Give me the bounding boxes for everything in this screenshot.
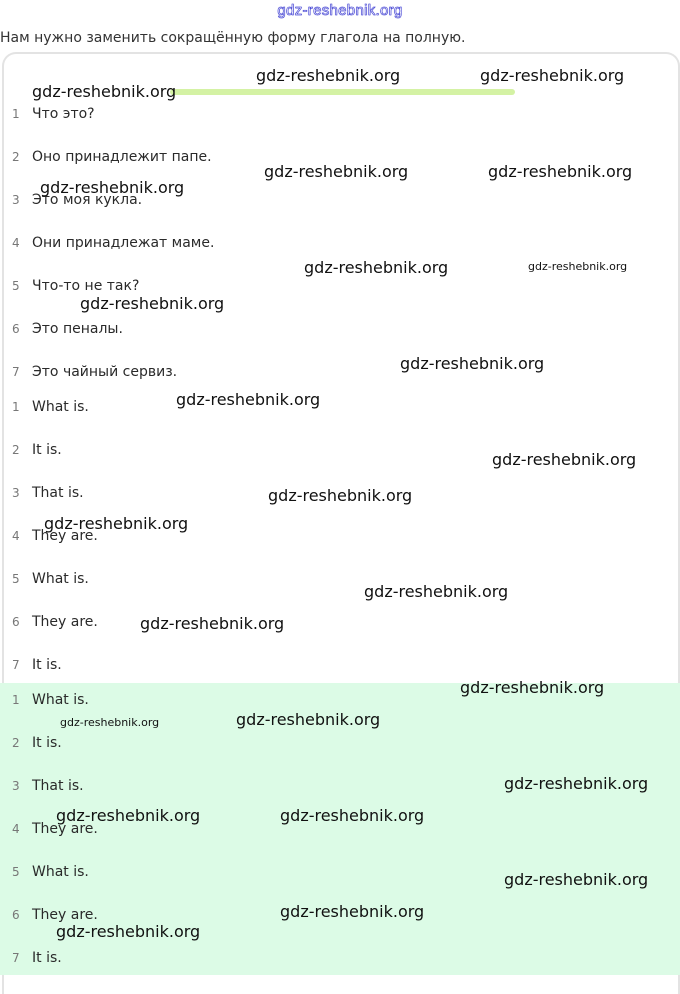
item-number: 2 (12, 150, 20, 164)
watermark: gdz-reshebnik.org (140, 614, 285, 633)
item-text: What is. (32, 571, 89, 587)
item-text: Что-то не так? (32, 278, 140, 294)
watermark: gdz-reshebnik.org (56, 922, 201, 941)
watermark: gdz-reshebnik.org (40, 178, 185, 197)
watermark: gdz-reshebnik.org (256, 66, 401, 85)
instruction-text: Нам нужно заменить сокращённую форму глагола на полную. (0, 30, 466, 46)
watermark: gdz-reshebnik.org (504, 774, 649, 793)
item-text: What is. (32, 399, 89, 415)
item-number: 6 (12, 322, 20, 336)
watermark: gdz-reshebnik.org (280, 902, 425, 921)
watermark: gdz-reshebnik.org (304, 258, 449, 277)
item-text: They are. (32, 907, 98, 923)
highlight-bar (170, 89, 515, 95)
item-text: They are. (32, 821, 98, 837)
watermark: gdz-reshebnik.org (44, 514, 189, 533)
watermark: gdz-reshebnik.org (264, 162, 409, 181)
item-text: Это пеналы. (32, 321, 123, 337)
item-text: It is. (32, 442, 62, 458)
item-number: 5 (12, 279, 20, 293)
item-text: Это чайный сервиз. (32, 364, 178, 380)
site-link[interactable]: gdz-reshebnik.org (277, 2, 403, 19)
item-number: 5 (12, 865, 20, 879)
watermark: gdz-reshebnik.org (56, 806, 201, 825)
item-number: 2 (12, 736, 20, 750)
watermark: gdz-reshebnik.org (176, 390, 321, 409)
item-text: What is. (32, 692, 89, 708)
watermark: gdz-reshebnik.org (488, 162, 633, 181)
item-text: It is. (32, 657, 62, 673)
item-number: 7 (12, 658, 20, 672)
item-text: That is. (32, 778, 84, 794)
item-text: Оно принадлежит папе. (32, 149, 212, 165)
watermark: gdz-reshebnik.org (480, 66, 625, 85)
watermark: gdz-reshebnik.org (460, 678, 605, 697)
item-number: 6 (12, 908, 20, 922)
watermark: gdz-reshebnik.org (60, 716, 160, 729)
item-text: That is. (32, 485, 84, 501)
item-number: 3 (12, 486, 20, 500)
item-text: It is. (32, 950, 62, 966)
item-number: 1 (12, 107, 20, 121)
watermark: gdz-reshebnik.org (280, 806, 425, 825)
item-number: 6 (12, 615, 20, 629)
watermark: gdz-reshebnik.org (80, 294, 225, 313)
item-text: It is. (32, 735, 62, 751)
watermark: gdz-reshebnik.org (504, 870, 649, 889)
watermark: gdz-reshebnik.org (32, 82, 177, 101)
watermark: gdz-reshebnik.org (528, 260, 628, 273)
watermark: gdz-reshebnik.org (236, 710, 381, 729)
watermark: gdz-reshebnik.org (364, 582, 509, 601)
watermark: gdz-reshebnik.org (492, 450, 637, 469)
item-number: 2 (12, 443, 20, 457)
watermark: gdz-reshebnik.org (268, 486, 413, 505)
item-number: 5 (12, 572, 20, 586)
item-text: Это моя кукла. (32, 192, 143, 208)
item-text: What is. (32, 864, 89, 880)
item-text: They are. (32, 528, 98, 544)
item-number: 3 (12, 779, 20, 793)
item-number: 1 (12, 400, 20, 414)
item-number: 4 (12, 822, 20, 836)
item-number: 4 (12, 529, 20, 543)
item-number: 4 (12, 236, 20, 250)
watermark: gdz-reshebnik.org (400, 354, 545, 373)
item-text: Они принадлежат маме. (32, 235, 215, 251)
item-number: 7 (12, 951, 20, 965)
item-text: They are. (32, 614, 98, 630)
item-text: Что это? (32, 106, 95, 122)
item-number: 3 (12, 193, 20, 207)
item-number: 7 (12, 365, 20, 379)
item-number: 1 (12, 693, 20, 707)
